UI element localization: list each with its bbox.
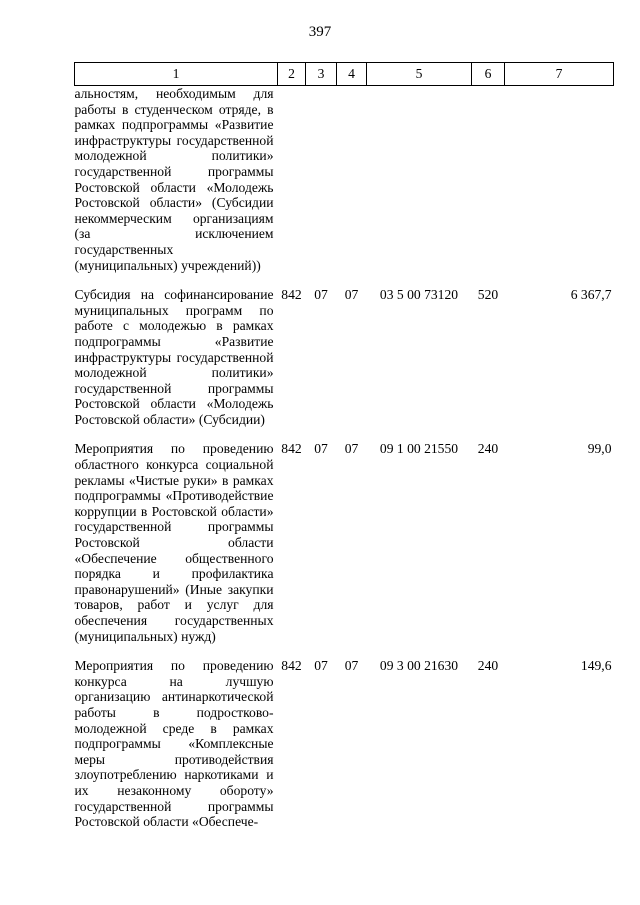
row-section: 07 bbox=[314, 441, 328, 457]
row-description: Мероприятия по проведению конкурса на лучшую организацию антинаркотической работы в подростково-молодежной среде в рамках подпрограммы «Комплексные меры противодействия злоупотреблению наркотиками и их незаконному обороту» государственной программы Ростовской области «Обеспече- bbox=[74, 658, 274, 830]
row-grbs bbox=[278, 86, 306, 288]
table-row bbox=[75, 287, 614, 441]
row-expense-type bbox=[472, 86, 505, 288]
row-target-article: 03 5 00 73120 bbox=[379, 287, 459, 303]
row-grbs: 842 bbox=[281, 658, 302, 674]
row-amount: 149,6 bbox=[580, 658, 612, 674]
row-description: Субсидия на софинансирование муниципальных программ по работе с молодежью в рамках подпрограммы «Развитие инфраструктуры государственной молодежной политики» государственной программы Ростовской области «Молодежь Ростовской области» (Субсидии) bbox=[74, 287, 274, 427]
column-header-1: 1 bbox=[75, 63, 278, 86]
column-header-5: 5 bbox=[367, 63, 472, 86]
row-subsection: 07 bbox=[344, 658, 359, 674]
row-amount: 6 367,7 bbox=[570, 287, 612, 303]
row-expense-type: 240 bbox=[477, 658, 499, 674]
column-header-4: 4 bbox=[337, 63, 367, 86]
table-row bbox=[75, 658, 614, 830]
table-row bbox=[75, 441, 614, 658]
row-target-article bbox=[367, 86, 472, 288]
table-header bbox=[75, 63, 614, 86]
row-section: 07 bbox=[314, 658, 328, 674]
row-expense-type: 240 bbox=[477, 441, 499, 457]
column-header-6: 6 bbox=[472, 63, 505, 86]
page-number: 397 bbox=[308, 24, 332, 40]
row-grbs: 842 bbox=[281, 441, 302, 457]
header-row bbox=[75, 63, 614, 86]
row-description: альностям, необходимым для работы в студенческом отряде, в рамках подпрограммы «Развитие инфраструктуры государственной молодежной политики» государственной программы Ростовской области «Молодежь Ростовской области» (Субсидии некоммерческим организациям (за исключением государственных (муниципальных) учреждений)) bbox=[74, 86, 274, 273]
table-body bbox=[75, 86, 614, 830]
row-expense-type: 520 bbox=[477, 287, 499, 303]
row-amount bbox=[505, 86, 614, 288]
budget-table bbox=[74, 62, 614, 830]
column-header-7: 7 bbox=[505, 63, 614, 86]
row-target-article: 09 3 00 21630 bbox=[379, 658, 459, 674]
row-target-article: 09 1 00 21550 bbox=[379, 441, 459, 457]
row-grbs: 842 bbox=[281, 287, 302, 303]
column-header-2: 2 bbox=[278, 63, 306, 86]
row-subsection: 07 bbox=[344, 287, 359, 303]
row-subsection: 07 bbox=[344, 441, 359, 457]
row-description: Мероприятия по проведению областного конкурса социальной рекламы «Чистые руки» в рамках подпрограммы «Противодействие коррупции в Ростовской области» государственной программы Ростовской области «Обеспечение общественного порядка и профилактика правонарушений» (Иные закупки товаров, работ и услуг для обеспечения государственных (муниципальных) нужд) bbox=[74, 441, 274, 644]
row-section bbox=[306, 86, 337, 288]
column-header-3: 3 bbox=[306, 63, 337, 86]
row-section: 07 bbox=[314, 287, 328, 303]
row-amount: 99,0 bbox=[587, 441, 612, 457]
row-subsection bbox=[337, 86, 367, 288]
table-row bbox=[75, 86, 614, 288]
